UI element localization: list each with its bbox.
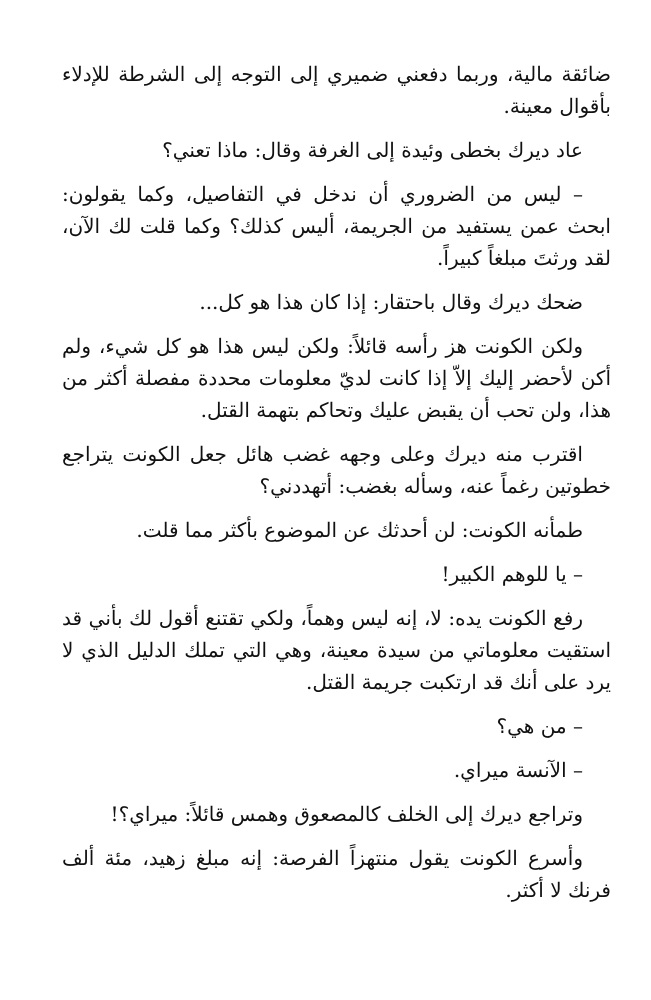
paragraph-1: ضائقة مالية، وربما دفعني ضميري إلى التوجه إلى الشرطة للإدلاء بأقوال معينة. <box>62 62 611 118</box>
paragraph-9: رفع الكونت يده: لا، إنه ليس وهماً، ولكي تقتنع أقول لك بأني قد استقيت معلوماتي من سيدة معينة، وهي التي تملك الدليل الذي لا يرد على أنك قد ارتكبت جريمة القتل. <box>62 606 611 694</box>
paragraph-2: عاد ديرك بخطى وئيدة إلى الغرفة وقال: ماذا تعني؟ <box>162 138 583 162</box>
paragraph-4: ضحك ديرك وقال باحتقار: إذا كان هذا هو كل... <box>199 290 583 314</box>
paragraph-12: وتراجع ديرك إلى الخلف كالمصعوق وهمس قائلاً: ميراي؟! <box>110 802 583 826</box>
paragraph-7: طمأنه الكونت: لن أحدثك عن الموضوع بأكثر مما قلت. <box>136 518 583 542</box>
paragraph-13: وأسرع الكونت يقول منتهزاً الفرصة: إنه مبلغ زهيد، مئة ألف فرنك لا أكثر. <box>62 846 611 902</box>
paragraph-8: – يا للوهم الكبير! <box>441 562 583 586</box>
document-page <box>62 58 611 918</box>
paragraph-10: – من هي؟ <box>496 714 583 738</box>
paragraph-5: ولكن الكونت هز رأسه قائلاً: ولكن ليس هذا هو كل شيء، ولم أكن لأحضر إليك إلاّ إذا كانت لديّ معلومات محددة مفصلة أكثر من هذا، ولن تحب أن يقبض عليك وتحاكم بتهمة القتل. <box>62 334 612 422</box>
paragraph-6: اقترب منه ديرك وعلى وجهه غضب هائل جعل الكونت يتراجع خطوتين رغماً عنه، وسأله بغضب: أتهددني؟ <box>62 442 611 498</box>
paragraph-3: – ليس من الضروري أن ندخل في التفاصيل، وكما يقولون: ابحث عمن يستفيد من الجريمة، أليس كذلك؟ وكما قلت لك الآن، لقد ورثتَ مبلغاً كبيراً. <box>62 182 611 270</box>
paragraph-11: – الآنسة ميراي. <box>453 758 583 782</box>
